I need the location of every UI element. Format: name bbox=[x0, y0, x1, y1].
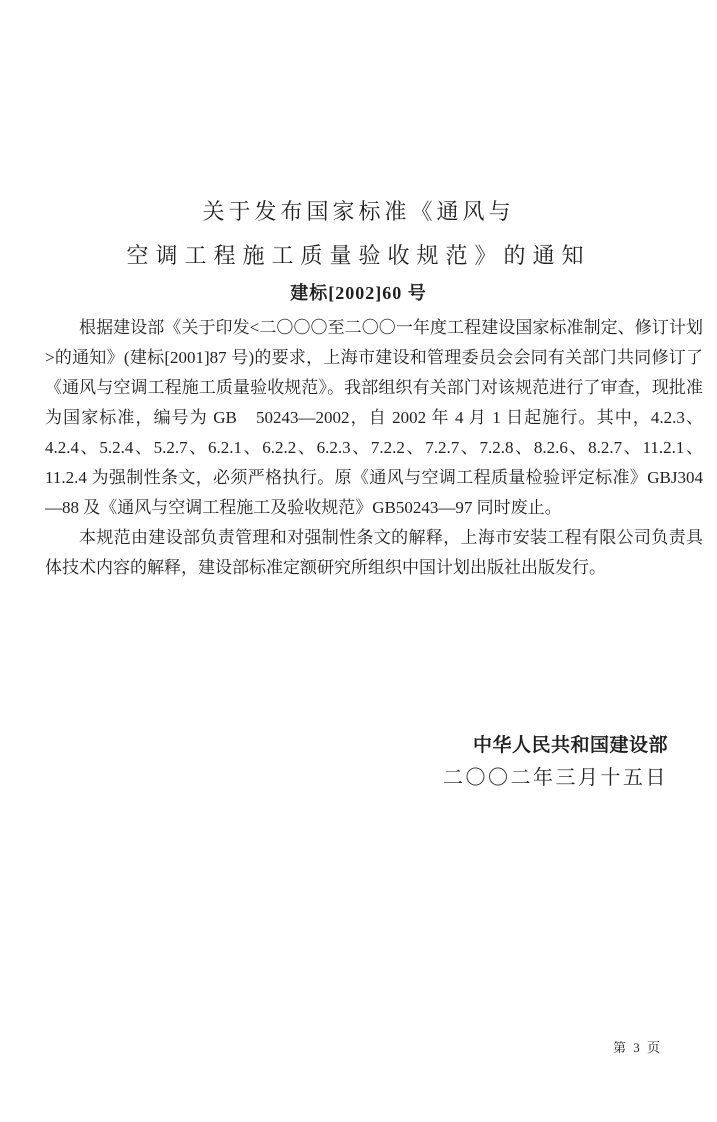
signature-date: 二〇〇二年三月十五日 bbox=[443, 767, 668, 789]
signature-block bbox=[443, 733, 668, 793]
body-paragraph-2: 本规范由建设部负责管理和对强制性条文的解释，上海市安装工程有限公司负责具体技术内容的解释，建设部标准定额研究所组织中国计划出版社出版发行。 bbox=[45, 528, 703, 577]
document-title-line-1: 关于发布国家标准《通风与 bbox=[202, 199, 515, 224]
document-title-line-2: 空调工程施工质量验收规范》的通知 bbox=[126, 243, 591, 268]
document-title bbox=[0, 190, 717, 278]
document-body bbox=[45, 313, 703, 583]
signature-organization: 中华人民共和国建设部 bbox=[472, 735, 668, 756]
page-footer bbox=[613, 1037, 662, 1056]
body-paragraph-1: 根据建设部《关于印发<二〇〇〇至二〇〇一年度工程建设国家标准制定、修订计划>的通知》(建标[2001]87 号)的要求，上海市建设和管理委员会会同有关部门共同修订了《通风与空调工程施工质量验收规范》。我部组织有关部门对该规范进行了审查，现批准为国家标准，编号为 GB 50243—2002，自 2002 年 4 月 1 日起施行。其中，4.2.3、4.2.4、5.2.4、5.2.7、6.2.1、6.2.2、6.2.3、7.2.2、7.2.7、7.2.8、8.2.6、8.2.7、11.2.1、11.2.4 为强制性条文，必须严格执行。原《通风与空调工程质量检验评定标准》GBJ304—88 及《通风与空调工程施工及验收规范》GB50243—97 同时废止。 bbox=[45, 318, 703, 517]
page-number: 第 3 页 bbox=[612, 1040, 662, 1055]
document-number: 建标[2002]60 号 bbox=[290, 283, 427, 303]
